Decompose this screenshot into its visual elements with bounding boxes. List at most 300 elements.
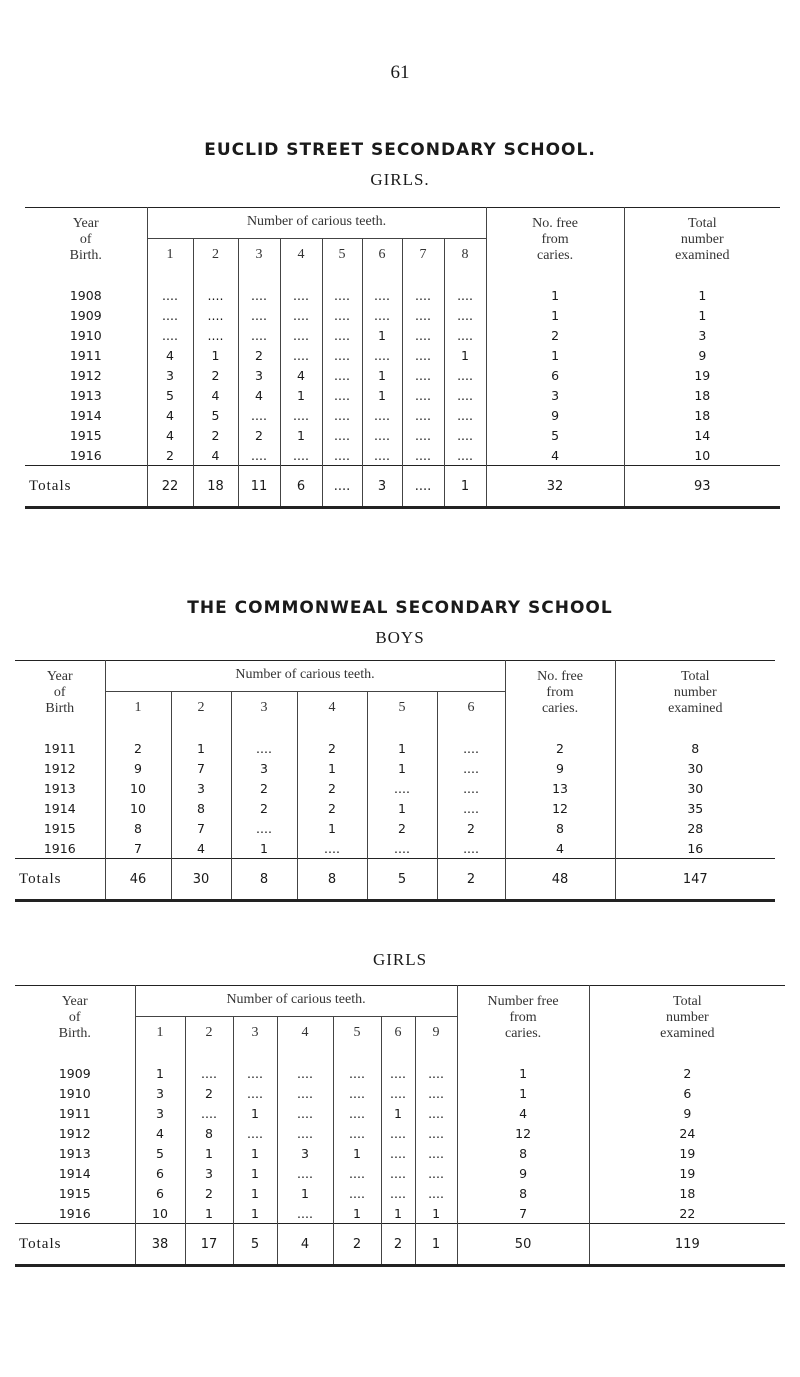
year-of-birth-header [15,986,135,1050]
free-cell: 1 [457,1083,589,1103]
header-line: Year [46,669,73,684]
header-line: from [546,685,574,700]
header-line: Year [72,216,99,231]
count-cell: .... [415,1103,457,1123]
count-cell: 1 [333,1203,381,1224]
tooth-count-column-header: 2 [193,239,238,272]
free-cell: 6 [486,365,624,385]
count-cell: .... [277,1123,333,1143]
totals-cell: 5 [233,1224,277,1266]
count-cell: .... [402,385,444,405]
count-cell: 3 [185,1163,233,1183]
count-cell: 1 [233,1163,277,1183]
year-cell: 1909 [69,307,102,323]
count-cell: .... [297,838,367,859]
count-cell: 8 [105,818,171,838]
header-line: of [53,685,66,700]
total-cell: 18 [589,1183,785,1203]
tooth-count-column-header: 2 [171,692,231,725]
count-cell: .... [277,1163,333,1183]
page-number: 61 [390,62,410,83]
count-cell: .... [280,305,322,325]
count-cell: 1 [193,345,238,365]
count-cell: 9 [105,758,171,778]
total-cell: 1 [624,271,780,305]
totals-label: Totals [15,1224,135,1266]
year-of-birth-header [25,208,147,272]
count-cell: 1 [367,798,437,818]
year-cell: 1911 [43,741,76,756]
free-cell: 1 [457,1049,589,1083]
count-cell: .... [381,1183,415,1203]
count-cell: 8 [185,1123,233,1143]
header-line: number [680,232,724,247]
header-line: No. free [537,669,583,684]
table-row [15,798,775,818]
total-cell: 18 [624,405,780,425]
count-cell: .... [381,1143,415,1163]
count-cell: .... [233,1083,277,1103]
count-cell: .... [362,305,402,325]
count-cell: .... [444,365,486,385]
totals-cell: 4 [277,1224,333,1266]
year-cell: 1915 [58,1185,91,1201]
count-cell: .... [415,1183,457,1203]
year-cell: 1914 [58,1165,91,1181]
table-row [15,1143,785,1163]
total-cell: 9 [624,345,780,365]
free-cell: 4 [505,838,615,859]
count-cell: 1 [367,758,437,778]
totals-cell: 22 [147,466,193,508]
count-cell: .... [231,818,297,838]
count-cell: .... [233,1123,277,1143]
total-cell: 10 [624,445,780,466]
tooth-count-column-header: 9 [415,1017,457,1050]
free-cell: 7 [457,1203,589,1224]
count-cell: .... [444,425,486,445]
totals-label: Totals [15,859,105,901]
count-cell: .... [362,345,402,365]
count-cell: .... [280,445,322,466]
count-cell: 7 [105,838,171,859]
table-row [15,1123,785,1143]
count-cell: 2 [238,345,280,365]
year-cell: 1916 [58,1205,91,1221]
count-cell: .... [185,1103,233,1123]
header-line: from [541,232,569,247]
free-cell: 1 [486,345,624,365]
count-cell: .... [333,1163,381,1183]
year-cell: 1913 [43,780,76,796]
count-cell: 2 [437,818,505,838]
tooth-count-column-header: 6 [381,1017,415,1050]
tooth-count-column-header: 1 [105,692,171,725]
count-cell: .... [277,1049,333,1083]
year-cell: 1911 [69,347,102,363]
total-cell: 19 [589,1143,785,1163]
year-of-birth-header [15,661,105,725]
count-cell: .... [444,445,486,466]
count-cell: .... [415,1049,457,1083]
count-cell: .... [147,271,193,305]
header-line: of [79,232,92,247]
year-cell: 1915 [43,820,76,836]
count-cell: .... [402,325,444,345]
count-cell: .... [444,271,486,305]
count-cell: .... [322,365,362,385]
header-line: caries. [536,248,574,263]
count-cell: 2 [193,365,238,385]
count-cell: 1 [233,1103,277,1123]
totals-cell: 38 [135,1224,185,1266]
count-cell: 4 [193,445,238,466]
header-row [25,208,780,239]
count-cell: 5 [193,405,238,425]
count-cell: 10 [135,1203,185,1224]
count-cell: .... [444,405,486,425]
year-cell: 1916 [43,840,76,856]
count-cell: 2 [193,425,238,445]
tooth-count-column-header: 5 [322,239,362,272]
count-cell: 3 [135,1083,185,1103]
year-cell: 1916 [69,447,102,463]
header-line: Total [680,669,710,684]
carious-teeth-group-header: Number of carious teeth. [135,986,457,1017]
table-row [25,385,780,405]
table-row [25,425,780,445]
count-cell: 4 [238,385,280,405]
school-heading: EUCLID STREET SECONDARY SCHOOL. [204,140,596,160]
count-cell: 1 [233,1143,277,1163]
count-cell: .... [402,345,444,365]
count-cell: .... [402,445,444,466]
count-cell: .... [193,271,238,305]
count-cell: 1 [231,838,297,859]
caries-table [15,985,785,1267]
count-cell: 1 [381,1203,415,1224]
count-cell: 8 [171,798,231,818]
count-cell: 2 [105,724,171,758]
totals-row [15,1224,785,1266]
table-row [15,758,775,778]
count-cell: 1 [135,1049,185,1083]
count-cell: 1 [367,724,437,758]
header-line: Total [673,994,702,1009]
year-cell: 1908 [69,288,102,303]
header-line: Number free [487,994,559,1009]
totals-cell: 5 [367,859,437,901]
count-cell: .... [193,325,238,345]
section-subheading: GIRLS. [370,170,430,189]
total-cell: 8 [615,724,775,758]
count-cell: 5 [147,385,193,405]
tooth-count-column-header: 6 [362,239,402,272]
count-cell: 2 [185,1083,233,1103]
count-cell: 1 [297,818,367,838]
year-cell: 1910 [58,1085,91,1101]
free-cell: 2 [505,724,615,758]
count-cell: 3 [135,1103,185,1123]
count-cell: .... [402,405,444,425]
count-cell: 1 [415,1203,457,1224]
count-cell: .... [437,838,505,859]
totals-cell: 17 [185,1224,233,1266]
count-cell: 4 [171,838,231,859]
caries-table [15,660,775,902]
free-cell: 4 [486,445,624,466]
table-row [25,445,780,466]
totals-cell: 2 [333,1224,381,1266]
count-cell: .... [415,1123,457,1143]
totals-cell: 1 [444,466,486,508]
free-cell: 4 [457,1103,589,1123]
count-cell: .... [238,325,280,345]
count-cell: .... [322,405,362,425]
free-from-caries-header [486,208,624,272]
tooth-count-column-header: 1 [135,1017,185,1050]
count-cell: 2 [185,1183,233,1203]
count-cell: .... [444,305,486,325]
totals-cell: 46 [105,859,171,901]
free-cell: 1 [486,305,624,325]
year-cell: 1911 [58,1105,91,1121]
count-cell: 1 [362,325,402,345]
count-cell: 1 [233,1203,277,1224]
count-cell: 4 [147,345,193,365]
year-cell: 1912 [43,760,76,776]
carious-teeth-group-header: Number of carious teeth. [147,208,486,239]
total-examined-header [615,661,775,725]
total-cell: 1 [624,305,780,325]
free-cell: 8 [457,1183,589,1203]
free-cell: 1 [486,271,624,305]
count-cell: .... [277,1103,333,1123]
count-cell: 10 [105,798,171,818]
count-cell: .... [381,1163,415,1183]
table-row [15,1049,785,1083]
total-cell: 2 [589,1049,785,1083]
total-cell: 22 [589,1203,785,1224]
table-row [25,405,780,425]
table-row [15,1103,785,1123]
totals-cell: 3 [362,466,402,508]
count-cell: 4 [193,385,238,405]
count-cell: .... [322,445,362,466]
count-cell: 2 [297,798,367,818]
count-cell: .... [367,778,437,798]
totals-free-cell: 32 [486,466,624,508]
table-row [15,1083,785,1103]
totals-cell: 30 [171,859,231,901]
count-cell: .... [322,325,362,345]
table-row [15,1163,785,1183]
header-line: from [509,1010,537,1025]
free-cell: 8 [505,818,615,838]
totals-free-cell: 50 [457,1224,589,1266]
count-cell: .... [402,425,444,445]
count-cell: .... [362,405,402,425]
total-cell: 3 [624,325,780,345]
free-cell: 9 [457,1163,589,1183]
count-cell: .... [233,1049,277,1083]
count-cell: 6 [135,1183,185,1203]
table-row [15,1203,785,1224]
totals-free-cell: 48 [505,859,615,901]
tooth-count-column-header: 3 [231,692,297,725]
count-cell: 6 [135,1163,185,1183]
count-cell: .... [333,1123,381,1143]
total-cell: 9 [589,1103,785,1123]
count-cell: .... [415,1083,457,1103]
count-cell: 3 [238,365,280,385]
free-cell: 2 [486,325,624,345]
count-cell: 1 [333,1143,381,1163]
section-subheading: BOYS [375,628,425,647]
total-cell: 35 [615,798,775,818]
caries-table [25,207,780,509]
count-cell: .... [238,305,280,325]
count-cell: 4 [135,1123,185,1143]
total-examined-header [624,208,780,272]
free-cell: 12 [505,798,615,818]
free-cell: 5 [486,425,624,445]
count-cell: 1 [381,1103,415,1123]
count-cell: .... [280,405,322,425]
count-cell: 1 [444,345,486,365]
totals-cell: 6 [280,466,322,508]
count-cell: 1 [185,1203,233,1224]
table-row [15,778,775,798]
count-cell: .... [381,1049,415,1083]
header-line: Birth. [58,1026,91,1041]
count-cell: .... [367,838,437,859]
count-cell: .... [333,1103,381,1123]
table-row [15,818,775,838]
count-cell: .... [322,385,362,405]
count-cell: .... [444,385,486,405]
year-cell: 1909 [58,1066,91,1081]
header-row [15,986,785,1017]
tooth-count-column-header: 3 [233,1017,277,1050]
tooth-count-column-header: 4 [297,692,367,725]
count-cell: 3 [231,758,297,778]
count-cell: .... [437,798,505,818]
totals-row [15,859,775,901]
count-cell: .... [238,271,280,305]
header-line: number [665,1010,709,1025]
count-cell: .... [238,445,280,466]
free-from-caries-header [457,986,589,1050]
total-cell: 30 [615,758,775,778]
section-subheading: GIRLS [372,950,428,969]
table-row [25,271,780,305]
tooth-count-column-header: 4 [277,1017,333,1050]
tooth-count-column-header: 8 [444,239,486,272]
count-cell: .... [193,305,238,325]
free-cell: 12 [457,1123,589,1143]
header-line: examined [675,248,730,263]
free-cell: 13 [505,778,615,798]
count-cell: 3 [171,778,231,798]
count-cell: .... [231,724,297,758]
year-cell: 1915 [69,427,102,443]
header-line: of [68,1010,81,1025]
count-cell: 3 [277,1143,333,1163]
count-cell: .... [381,1123,415,1143]
count-cell: .... [437,758,505,778]
total-cell: 19 [624,365,780,385]
table-row [25,325,780,345]
tooth-count-column-header: 5 [367,692,437,725]
count-cell: 4 [280,365,322,385]
header-line: number [673,685,717,700]
total-cell: 30 [615,778,775,798]
count-cell: .... [333,1049,381,1083]
count-cell: .... [280,345,322,365]
totals-label: Totals [25,466,147,508]
table-row [25,365,780,385]
count-cell: 1 [233,1183,277,1203]
total-cell: 19 [589,1163,785,1183]
header-line: examined [660,1026,715,1041]
count-cell: 1 [297,758,367,778]
tooth-count-column-header: 5 [333,1017,381,1050]
count-cell: .... [402,271,444,305]
tooth-count-column-header: 4 [280,239,322,272]
count-cell: .... [185,1049,233,1083]
count-cell: 4 [147,425,193,445]
totals-cell: .... [322,466,362,508]
free-cell: 3 [486,385,624,405]
count-cell: .... [147,305,193,325]
total-cell: 14 [624,425,780,445]
tooth-count-column-header: 6 [437,692,505,725]
year-cell: 1914 [43,800,76,816]
year-cell: 1913 [58,1145,91,1161]
total-examined-header [589,986,785,1050]
year-cell: 1914 [69,407,102,423]
table-row [25,305,780,325]
free-from-caries-header [505,661,615,725]
totals-cell: 8 [297,859,367,901]
totals-cell: 2 [437,859,505,901]
totals-cell: 18 [193,466,238,508]
count-cell: 1 [277,1183,333,1203]
count-cell: 5 [135,1143,185,1163]
table-row [15,838,775,859]
year-cell: 1912 [58,1125,91,1141]
count-cell: 1 [280,385,322,405]
count-cell: 1 [362,385,402,405]
count-cell: 10 [105,778,171,798]
count-cell: .... [333,1083,381,1103]
count-cell: .... [238,405,280,425]
free-cell: 9 [505,758,615,778]
count-cell: 7 [171,758,231,778]
total-cell: 16 [615,838,775,859]
header-line: Birth. [69,248,102,263]
totals-total-cell: 147 [615,859,775,901]
count-cell: .... [277,1203,333,1224]
count-cell: 2 [147,445,193,466]
count-cell: .... [402,365,444,385]
header-row [15,661,775,692]
total-cell: 6 [589,1083,785,1103]
count-cell: 3 [147,365,193,385]
year-cell: 1913 [69,387,102,403]
total-cell: 18 [624,385,780,405]
